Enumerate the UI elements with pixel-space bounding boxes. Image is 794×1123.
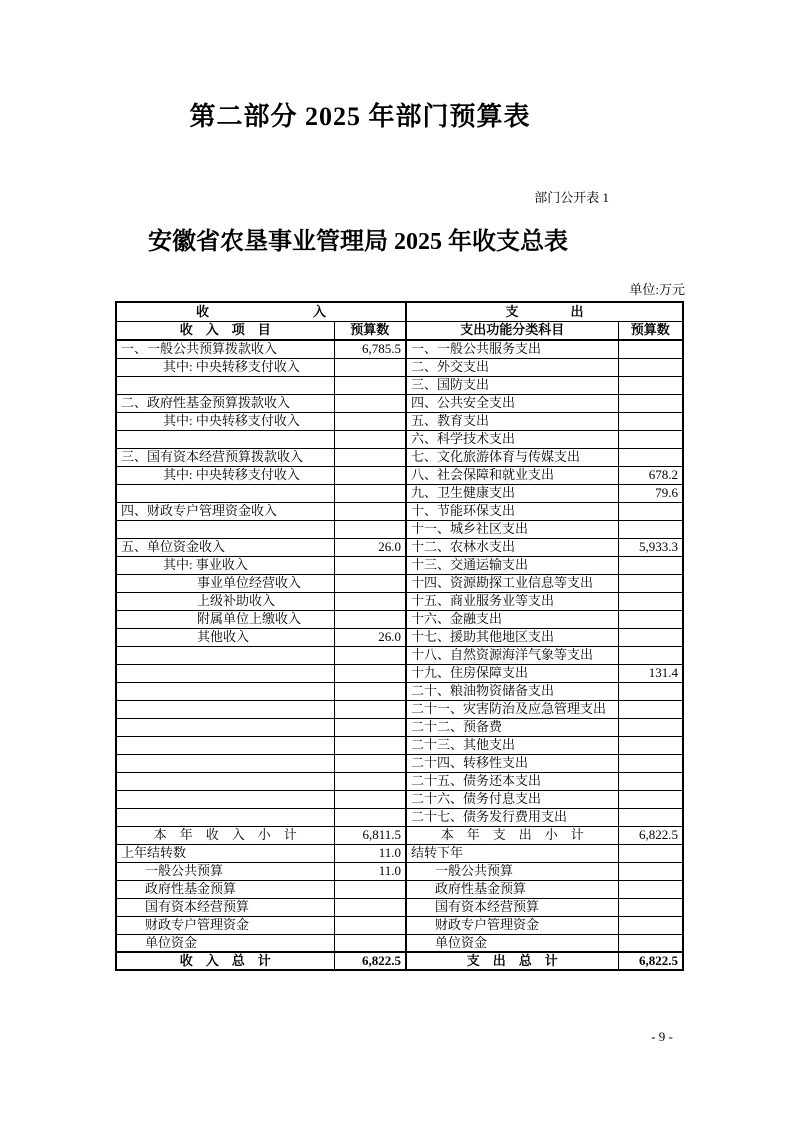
income-item-cell [116,808,334,826]
income-value-cell [334,502,406,520]
income-item-cell: 上级补助收入 [116,592,334,610]
income-item-cell: 政府性基金预算 [116,880,334,898]
expense-item-cell: 二十七、债务发行费用支出 [406,808,618,826]
income-item-cell: 事业单位经营收入 [116,574,334,592]
income-value-cell: 11.0 [334,844,406,862]
income-item-cell [116,484,334,502]
table-row [116,574,683,592]
expense-value-cell [618,358,683,376]
income-value-cell [334,682,406,700]
expense-value-cell [618,430,683,448]
expense-value-cell [618,376,683,394]
income-value-cell [334,754,406,772]
income-item-cell [116,376,334,394]
expense-item-cell: 十八、自然资源海洋气象等支出 [406,646,618,664]
table-row [116,700,683,718]
expense-item-cell: 支 出 总 计 [406,952,618,970]
income-item-cell [116,646,334,664]
table-row [116,502,683,520]
expense-item-cell: 二十、粮油物资储备支出 [406,682,618,700]
table-row [116,898,683,916]
page-number: - 9 - [651,1029,673,1044]
income-item-cell: 三、国有资本经营预算拨款收入 [116,448,334,466]
income-value-cell: 6,785.5 [334,340,406,358]
table-row [116,844,683,862]
income-item-cell: 五、单位资金收入 [116,538,334,556]
income-value-cell [334,358,406,376]
expense-value-cell [618,808,683,826]
table-row [116,520,683,538]
table-row [116,916,683,934]
income-item-cell: 本 年 收 入 小 计 [116,826,334,844]
expense-item-cell: 二十五、债务还本支出 [406,772,618,790]
income-value-cell [334,430,406,448]
income-value-cell [334,772,406,790]
expense-item-cell: 十五、商业服务业等支出 [406,592,618,610]
income-value-cell [334,520,406,538]
expense-item-cell: 十六、金融支出 [406,610,618,628]
col-header-expense-item: 支出功能分类科目 [406,321,618,340]
col-header-expense-budget: 预算数 [618,321,683,340]
expense-value-cell [618,628,683,646]
expense-value-cell [618,646,683,664]
expense-item-cell: 三、国防支出 [406,376,618,394]
income-value-cell [334,880,406,898]
expense-section-header: 支 出 [406,302,683,321]
expense-item-cell: 六、科学技术支出 [406,430,618,448]
expense-item-cell: 单位资金 [406,934,618,952]
income-item-cell [116,754,334,772]
income-item-cell [116,736,334,754]
expense-value-cell [618,394,683,412]
income-value-cell [334,916,406,934]
expense-item-cell: 二十六、债务付息支出 [406,790,618,808]
expense-item-cell: 十九、住房保障支出 [406,664,618,682]
expense-value-cell [618,682,683,700]
expense-item-cell: 七、文化旅游体育与传媒支出 [406,448,618,466]
table-row [116,862,683,880]
income-value-cell [334,898,406,916]
income-item-cell: 其他收入 [116,628,334,646]
expense-value-cell [618,862,683,880]
income-item-cell: 二、政府性基金预算拨款收入 [116,394,334,412]
expense-item-cell: 政府性基金预算 [406,880,618,898]
income-item-cell [116,430,334,448]
income-item-cell: 财政专户管理资金 [116,916,334,934]
income-item-cell [116,700,334,718]
table-row [116,736,683,754]
income-value-cell [334,790,406,808]
expense-value-cell [618,412,683,430]
income-item-cell [116,682,334,700]
income-value-cell [334,412,406,430]
expense-item-cell: 国有资本经营预算 [406,898,618,916]
expense-item-cell: 五、教育支出 [406,412,618,430]
expense-value-cell [618,502,683,520]
table-row [116,772,683,790]
expense-value-cell [618,574,683,592]
expense-item-cell: 一般公共预算 [406,862,618,880]
table-row [116,358,683,376]
expense-item-cell: 二十四、转移性支出 [406,754,618,772]
expense-item-cell: 九、卫生健康支出 [406,484,618,502]
expense-value-cell [618,718,683,736]
table-row [116,646,683,664]
income-item-cell: 国有资本经营预算 [116,898,334,916]
expense-item-cell: 十一、城乡社区支出 [406,520,618,538]
income-value-cell [334,592,406,610]
table-row [116,628,683,646]
part-title: 第二部分 2025 年部门预算表 [189,102,531,131]
expense-value-cell [618,610,683,628]
expense-value-cell [618,700,683,718]
income-item-cell: 附属单位上缴收入 [116,610,334,628]
expense-value-cell [618,520,683,538]
income-item-cell: 其中: 中央转移支付收入 [116,412,334,430]
table-row [116,412,683,430]
table-title: 安徽省农垦事业管理局 2025 年收支总表 [148,229,568,255]
expense-value-cell [618,556,683,574]
table-row [116,394,683,412]
col-header-income-budget: 预算数 [334,321,406,340]
table-row [116,718,683,736]
income-value-cell: 26.0 [334,538,406,556]
col-header-income-item: 收 入 项 目 [116,321,334,340]
expense-value-cell [618,592,683,610]
expense-value-cell [618,754,683,772]
expense-item-cell: 十、节能环保支出 [406,502,618,520]
expense-value-cell [618,772,683,790]
income-value-cell [334,466,406,484]
expense-item-cell: 一、一般公共服务支出 [406,340,618,358]
income-value-cell: 11.0 [334,862,406,880]
income-value-cell [334,448,406,466]
income-value-cell: 6,822.5 [334,952,406,970]
income-value-cell [334,610,406,628]
table-row [116,376,683,394]
income-section-header: 收 入 [116,302,406,321]
expense-item-cell: 十三、交通运输支出 [406,556,618,574]
income-item-cell: 上年结转数 [116,844,334,862]
expense-value-cell: 5,933.3 [618,538,683,556]
table-label: 部门公开表 1 [534,190,609,205]
table-row [116,556,683,574]
expense-value-cell [618,916,683,934]
income-item-cell: 单位资金 [116,934,334,952]
income-value-cell: 6,811.5 [334,826,406,844]
expense-item-cell: 二十二、预备费 [406,718,618,736]
income-value-cell [334,394,406,412]
table-row [116,466,683,484]
expense-item-cell: 十二、农林水支出 [406,538,618,556]
table-row [116,592,683,610]
table-row [116,448,683,466]
expense-value-cell [618,844,683,862]
table-row [116,664,683,682]
income-value-cell [334,736,406,754]
expense-value-cell: 6,822.5 [618,826,683,844]
expense-value-cell: 131.4 [618,664,683,682]
income-item-cell: 一般公共预算 [116,862,334,880]
expense-value-cell: 79.6 [618,484,683,502]
income-item-cell [116,790,334,808]
section-header-row [116,302,683,321]
income-value-cell [334,718,406,736]
expense-item-cell: 本 年 支 出 小 计 [406,826,618,844]
income-value-cell: 26.0 [334,628,406,646]
expense-value-cell [618,898,683,916]
income-item-cell: 收 入 总 计 [116,952,334,970]
table-row [116,880,683,898]
expense-value-cell [618,736,683,754]
table-row [116,538,683,556]
income-value-cell [334,484,406,502]
table-row [116,610,683,628]
table-row [116,682,683,700]
expense-item-cell: 十七、援助其他地区支出 [406,628,618,646]
expense-value-cell [618,880,683,898]
income-item-cell [116,772,334,790]
income-value-cell [334,934,406,952]
expense-item-cell: 十四、资源勘探工业信息等支出 [406,574,618,592]
table-row [116,340,683,358]
table-row [116,790,683,808]
income-value-cell [334,376,406,394]
expense-item-cell: 四、公共安全支出 [406,394,618,412]
income-item-cell [116,520,334,538]
budget-table [115,301,684,971]
table-row [116,430,683,448]
expense-value-cell: 6,822.5 [618,952,683,970]
expense-item-cell: 二十一、灾害防治及应急管理支出 [406,700,618,718]
expense-item-cell: 二、外交支出 [406,358,618,376]
income-item-cell: 一、一般公共预算拨款收入 [116,340,334,358]
expense-item-cell: 八、社会保障和就业支出 [406,466,618,484]
income-value-cell [334,808,406,826]
expense-item-cell: 二十三、其他支出 [406,736,618,754]
expense-value-cell [618,340,683,358]
expense-value-cell: 678.2 [618,466,683,484]
table-row [116,934,683,952]
expense-value-cell [618,934,683,952]
income-item-cell [116,718,334,736]
expense-item-cell: 财政专户管理资金 [406,916,618,934]
income-item-cell: 其中: 中央转移支付收入 [116,466,334,484]
table-row [116,754,683,772]
income-value-cell [334,664,406,682]
unit-label: 单位:万元 [629,282,685,297]
income-item-cell: 其中: 事业收入 [116,556,334,574]
table-row [116,952,683,970]
income-item-cell [116,664,334,682]
table-row [116,808,683,826]
income-value-cell [334,700,406,718]
income-value-cell [334,574,406,592]
income-item-cell: 其中: 中央转移支付收入 [116,358,334,376]
income-value-cell [334,556,406,574]
expense-value-cell [618,790,683,808]
table-row [116,484,683,502]
expense-value-cell [618,448,683,466]
table-row [116,826,683,844]
income-value-cell [334,646,406,664]
column-header-row [116,321,683,340]
income-item-cell: 四、财政专户管理资金收入 [116,502,334,520]
expense-item-cell: 结转下年 [406,844,618,862]
